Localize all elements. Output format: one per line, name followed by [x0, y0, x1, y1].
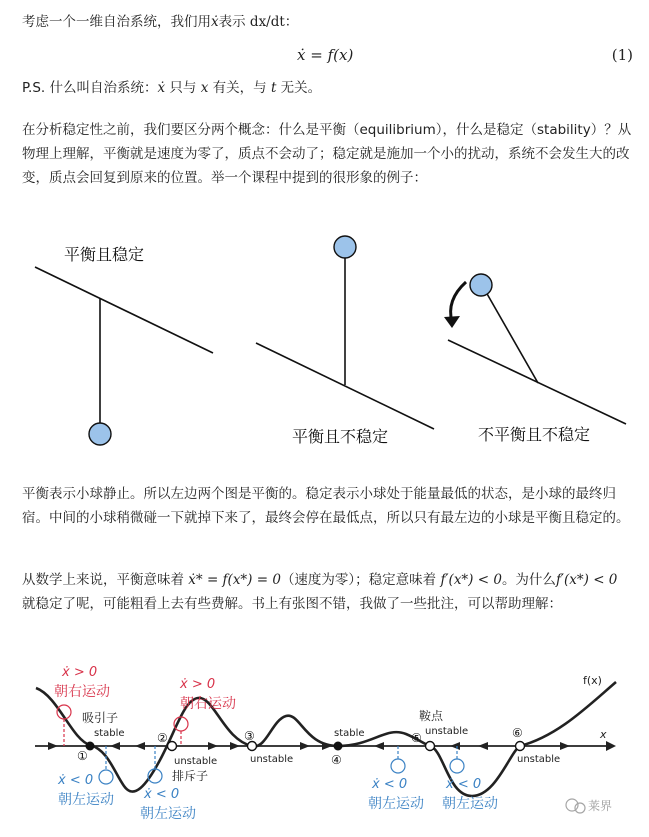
xdot-positive-2: ẋ > 0 [180, 677, 216, 692]
flow-arrow-10-icon [478, 742, 488, 750]
fx-curve [36, 682, 616, 796]
fixed-point-2-icon [168, 742, 177, 751]
tag-stable-4: stable [334, 728, 365, 739]
flow-arrow-11-icon [560, 742, 570, 750]
repeller-label: 排斥子 [172, 769, 209, 783]
saddle-label: 鞍点 [419, 709, 444, 723]
move-left-2: 朝左运动 [140, 806, 196, 822]
point-label-6: ⑥ [512, 726, 523, 740]
ps-paragraph: P.S. 什么叫自治系统：ẋ 只与 x 有关，与 t 无关。 [22, 80, 322, 96]
tag-stable-1: stable [94, 728, 125, 739]
equilibrium-figure [0, 222, 649, 458]
falling-arrowhead-icon [444, 316, 460, 328]
derivative-symbol: dx/dt [249, 14, 285, 30]
move-right-2: 朝右运动 [180, 696, 236, 712]
watermark-text: 莱界 [588, 799, 613, 813]
equation-body: ẋ = f(x) [297, 46, 354, 64]
move-left-3: 朝左运动 [368, 796, 424, 812]
flow-arrow-4-icon [208, 742, 218, 750]
flow-arrow-1-icon [48, 742, 58, 750]
ball-tilted-icon [470, 274, 492, 296]
point-label-5: ⑤ [411, 731, 422, 745]
flow-arrow-2-icon [110, 742, 120, 750]
point-label-3: ③ [244, 729, 255, 743]
concept-paragraph: 在分析稳定性之前，我们要区分两个概念：什么是平衡（equilibrium），什么是稳定（stability）？从物理上理解，平衡就是速度为零了，质点不会动了；稳定就是施加一个小的扰动，系统不会发生大的改变，质点会回复到原来的位置。举一个课程中提到的很形象的例子： [22, 122, 632, 186]
move-left-4: 朝左运动 [442, 796, 498, 812]
x-axis-arrowhead-icon [606, 741, 616, 751]
point-label-2: ② [157, 731, 168, 745]
math-paragraph: 从数学上来说，平衡意味着 ẋ* = f(x*) = 0（速度为零）；稳定意味着 f′(x*) < 0。为什么f′(x*) < 0 就稳定了呢，可能粗看上去有些费解。书上有张图不错，我做了一些批注，可以帮助理解： [22, 572, 618, 612]
point-label-1: ① [77, 749, 88, 763]
label-unstable-equilibrium: 平衡且不稳定 [292, 427, 389, 446]
tag-unstable-6: unstable [517, 754, 561, 765]
intro-paragraph: 考虑一个一维自治系统，我们用ẋ表示 dx/dt： [22, 14, 299, 30]
tag-unstable-3: unstable [250, 754, 294, 765]
marker-left-3-icon [391, 759, 405, 773]
incline-left [35, 267, 213, 353]
fixed-point-4-icon [334, 742, 343, 751]
xdot-negative-3: ẋ < 0 [372, 777, 408, 792]
ball-upright-icon [334, 236, 356, 258]
equation-1 [0, 44, 649, 70]
attractor-label: 吸引子 [82, 711, 119, 725]
ball-hanging-icon [89, 423, 111, 445]
flow-arrow-7-icon [322, 742, 332, 750]
xdot-symbol: ẋ [211, 14, 219, 30]
phase-line-figure [0, 654, 649, 837]
flow-arrow-8-icon [374, 742, 384, 750]
move-left-1: 朝左运动 [58, 792, 114, 808]
equation-number: (1) [611, 46, 633, 64]
xdot-negative-2: ẋ < 0 [144, 787, 180, 802]
falling-arrow-icon [451, 282, 466, 322]
x-axis-label: x [600, 728, 607, 741]
xdot-negative-1: ẋ < 0 [58, 773, 94, 788]
fixed-point-5-icon [426, 742, 435, 751]
flow-arrow-9-icon [450, 742, 460, 750]
marker-left-4-icon [450, 759, 464, 773]
flow-arrow-3-icon [135, 742, 145, 750]
flow-arrow-5-icon [230, 742, 240, 750]
watermark [566, 798, 612, 813]
xdot-positive-1: ẋ > 0 [62, 665, 98, 680]
fixed-point-6-icon [516, 742, 525, 751]
point-label-4: ④ [331, 753, 342, 767]
fx-label: f(x) [583, 674, 602, 687]
flow-arrow-6-icon [300, 742, 310, 750]
marker-left-1-icon [99, 770, 113, 784]
explanation-paragraph: 平衡表示小球静止。所以左边两个图是平衡的。稳定表示小球处于能量最低的状态，是小球的最终归宿。中间的小球稍微碰一下就掉下来了，最终会停在最低点，所以只有最左边的小球是平衡且稳定的。 [22, 486, 630, 526]
tag-unstable-5: unstable [425, 726, 469, 737]
label-nonequilibrium: 不平衡且不稳定 [478, 425, 591, 444]
tag-unstable-2: unstable [174, 756, 218, 767]
xdot-negative-4: ẋ < 0 [446, 777, 482, 792]
move-right-1: 朝右运动 [54, 684, 110, 700]
label-stable-equilibrium: 平衡且稳定 [64, 245, 145, 264]
